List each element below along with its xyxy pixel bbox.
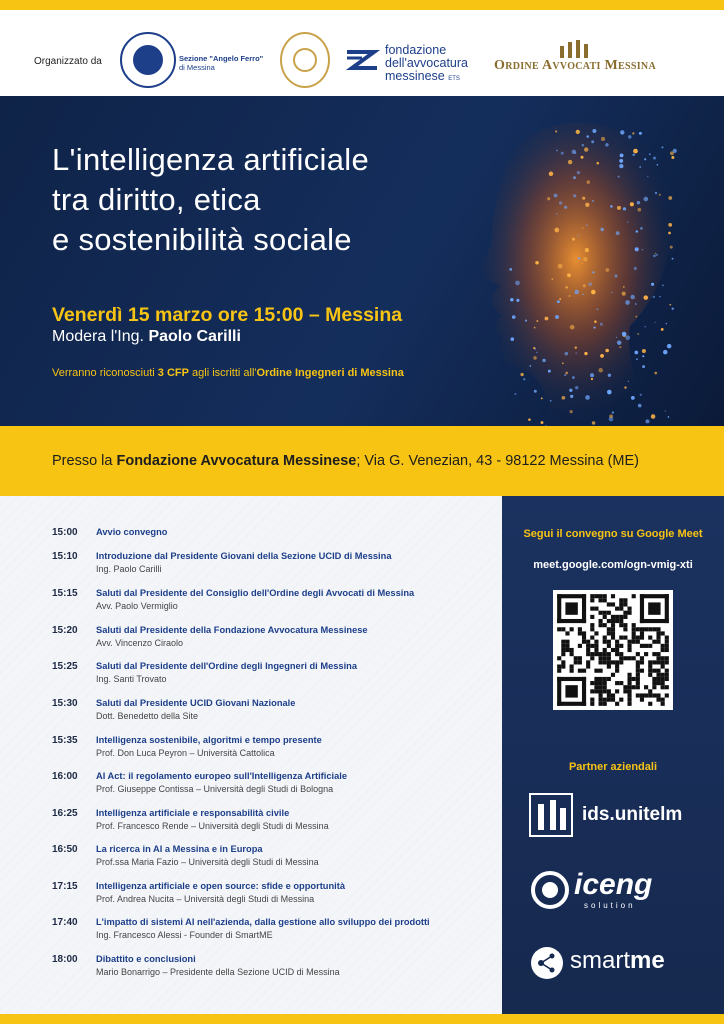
organizers-header bbox=[0, 10, 724, 96]
sezione-label: Sezione "Angelo Ferro" di Messina bbox=[179, 54, 264, 72]
schedule-title: AI Act: il regolamento europeo sull'Intelligenza Artificiale bbox=[96, 771, 348, 781]
schedule-title: Intelligenza artificiale e responsabilità civile bbox=[96, 808, 290, 818]
schedule-speaker: Avv. Paolo Vermiglio bbox=[96, 601, 178, 611]
schedule-time: 15:10 bbox=[52, 551, 78, 562]
fondazione-name: fondazione dell'avvocatura messinese ETS bbox=[385, 43, 468, 83]
schedule-title: L'impatto di sistemi AI nell'azienda, dalla gestione allo sviluppo dei prodotti bbox=[96, 917, 430, 927]
schedule-title: La ricerca in AI a Messina e in Europa bbox=[96, 844, 263, 854]
schedule-time: 17:15 bbox=[52, 881, 78, 892]
schedule-time: 15:15 bbox=[52, 588, 78, 599]
iceng-logo-icon bbox=[530, 870, 570, 910]
schedule-time: 15:00 bbox=[52, 527, 78, 538]
hero-banner bbox=[0, 96, 724, 426]
schedule-title: Avvio convegno bbox=[96, 527, 168, 537]
schedule-title: Introduzione dal Presidente Giovani della Sezione UCID di Messina bbox=[96, 551, 392, 561]
schedule-speaker: Avv. Vincenzo Ciraolo bbox=[96, 638, 184, 648]
schedule-time: 17:40 bbox=[52, 917, 78, 928]
schedule-time: 18:00 bbox=[52, 954, 78, 965]
meet-link[interactable]: meet.google.com/ogn-vmig-xti bbox=[533, 559, 693, 571]
ucid-logo bbox=[120, 32, 176, 88]
organized-by-label: Organizzato da bbox=[34, 56, 102, 67]
schedule-time: 16:25 bbox=[52, 808, 78, 819]
top-accent-bar bbox=[0, 0, 724, 10]
partner-ids-unitelm-logo: ids.unitelm bbox=[528, 792, 698, 838]
schedule-speaker: Prof. Andrea Nucita – Università degli Studi di Messina bbox=[96, 894, 315, 904]
ordine-avvocati-crest-icon bbox=[556, 40, 596, 58]
ids-logo-icon bbox=[528, 792, 574, 838]
schedule-time: 15:35 bbox=[52, 735, 78, 746]
schedule-time: 16:50 bbox=[52, 844, 78, 855]
schedule-speaker: Dott. Benedetto della Site bbox=[96, 711, 199, 721]
schedule-time: 15:20 bbox=[52, 625, 78, 636]
cfp-notice: Verranno riconosciuti 3 CFP agli iscritti all'Ordine Ingegneri di Messina bbox=[52, 367, 404, 379]
schedule-speaker: Prof. Francesco Rende – Università degli Studi di Messina bbox=[96, 821, 329, 831]
ai-head-illustration bbox=[440, 106, 724, 426]
qr-code-icon[interactable] bbox=[553, 590, 673, 710]
moderator-line: Modera l'Ing. Paolo Carilli bbox=[52, 328, 241, 345]
smartme-text: smartme bbox=[570, 947, 665, 974]
partners-title: Partner aziendali bbox=[568, 761, 658, 773]
ordine-avvocati-logo: Ordine Avvocati Messina bbox=[494, 58, 656, 73]
schedule-speaker: Prof. Giuseppe Contissa – Università degli Studi di Bologna bbox=[96, 784, 334, 794]
schedule-speaker: Prof. Don Luca Peyron – Università Cattolica bbox=[96, 748, 275, 758]
schedule-title: Dibattito e conclusioni bbox=[96, 954, 196, 964]
schedule-speaker: Prof.ssa Maria Fazio – Università degli Studi di Messina bbox=[96, 857, 319, 867]
venue-bar bbox=[0, 426, 724, 496]
schedule-time: 15:30 bbox=[52, 698, 78, 709]
schedule-speaker: Ing. Santi Trovato bbox=[96, 674, 167, 684]
schedule-title: Saluti dal Presidente dell'Ordine degli Ingegneri di Messina bbox=[96, 661, 358, 671]
schedule-title: Saluti dal Presidente della Fondazione Avvocatura Messinese bbox=[96, 625, 368, 635]
schedule-title: Intelligenza sostenibile, algoritmi e tempo presente bbox=[96, 735, 322, 745]
bottom-accent-bar bbox=[0, 1014, 724, 1024]
fondazione-logo-icon bbox=[344, 46, 380, 78]
schedule-speaker: Ing. Francesco Alessi - Founder di SmartME bbox=[96, 930, 273, 940]
event-date: Venerdì 15 marzo ore 15:00 – Messina bbox=[52, 304, 403, 326]
schedule-time: 16:00 bbox=[52, 771, 78, 782]
schedule-speaker: Ing. Paolo Carilli bbox=[96, 564, 162, 574]
program-schedule bbox=[0, 496, 502, 1014]
venue-address: Presso la Fondazione Avvocatura Messinese; Via G. Venezian, 43 - 98122 Messina (ME) bbox=[52, 453, 639, 469]
event-title: L'intelligenza artificiale tra diritto, etica e sostenibilità sociale bbox=[52, 142, 369, 257]
follow-label: Segui il convegno su Google Meet bbox=[523, 528, 703, 540]
schedule-title: Saluti dal Presidente UCID Giovani Nazionale bbox=[96, 698, 296, 708]
sidebar-panel bbox=[502, 496, 724, 1014]
partner-iceng-logo: iceng solution bbox=[528, 868, 698, 914]
ordine-ingegneri-seal bbox=[280, 32, 330, 88]
schedule-title: Intelligenza artificiale e open source: sfide e opportunità bbox=[96, 881, 345, 891]
schedule-title: Saluti dal Presidente del Consiglio dell'Ordine degli Avvocati di Messina bbox=[96, 588, 415, 598]
schedule-time: 15:25 bbox=[52, 661, 78, 672]
partner-smartme-logo bbox=[528, 942, 698, 988]
schedule-speaker: Mario Bonarrigo – Presidente della Sezione UCID di Messina bbox=[96, 967, 340, 977]
smartme-logo-icon bbox=[530, 946, 564, 980]
